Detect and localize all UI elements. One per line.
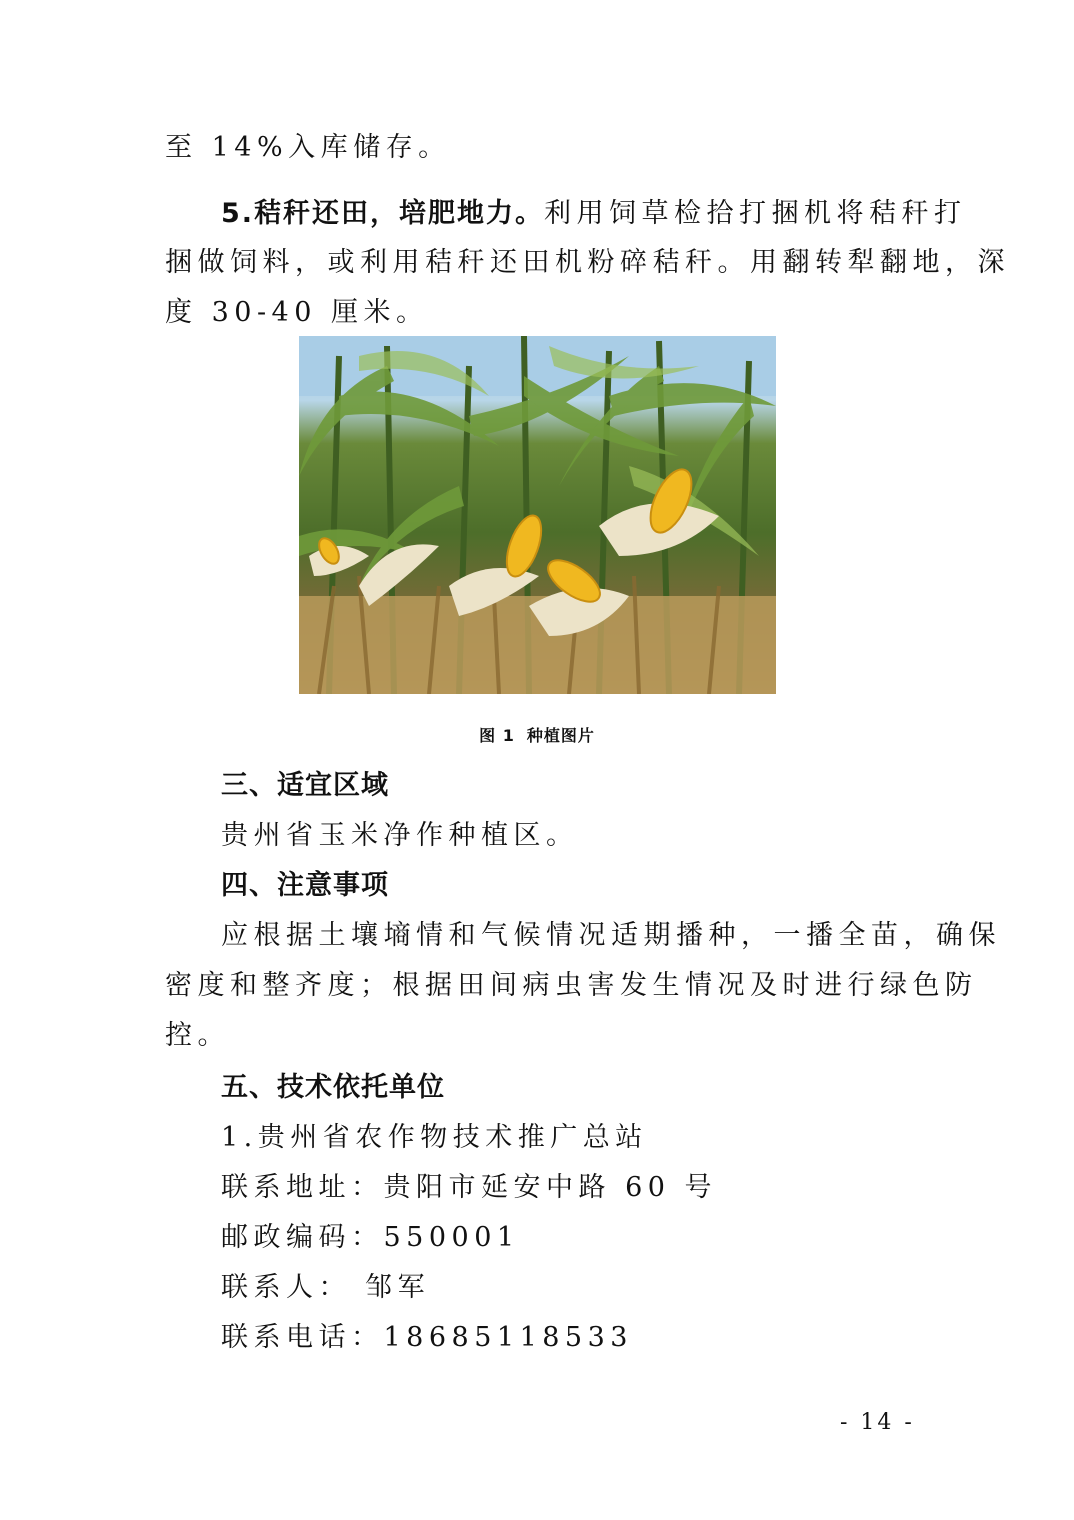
contact-person: 联系人： 邹军 [221, 1272, 431, 1303]
paragraph-line: 控。 [165, 1020, 230, 1051]
figure-label: 图 1 [479, 726, 515, 745]
paragraph-text: 利用饲草检拾打捆机将秸秆打 [544, 198, 967, 229]
paragraph-line: 捆做饲料，或利用秸秆还田机粉碎秸秆。用翻转犁翻地，深 [165, 247, 1010, 278]
section-heading: 五、技术依托单位 [221, 1072, 445, 1103]
org-name: 1.贵州省农作物技术推广总站 [221, 1122, 648, 1153]
paragraph-line: 贵州省玉米净作种植区。 [221, 820, 579, 851]
section-heading: 四、注意事项 [221, 870, 389, 901]
corn-field-illustration [299, 336, 776, 694]
paragraph-line: 应根据土壤墒情和气候情况适期播种，一播全苗，确保 [221, 920, 1001, 951]
paragraph-lead-bold: 5.秸秆还田，培肥地力。 [221, 198, 545, 229]
figure-title: 种植图片 [526, 726, 595, 745]
paragraph-line: 至 14%入库储存。 [165, 132, 451, 163]
contact-phone: 联系电话：18685118533 [221, 1322, 633, 1353]
corn-field-photo [299, 336, 776, 694]
paragraph-line [221, 196, 981, 232]
section-heading: 三、适宜区域 [221, 770, 389, 801]
paragraph-line: 密度和整齐度；根据田间病虫害发生情况及时进行绿色防 [165, 970, 978, 1001]
contact-address: 联系地址：贵阳市延安中路 60 号 [221, 1172, 718, 1203]
figure-caption [0, 723, 1074, 746]
contact-postcode: 邮政编码：550001 [221, 1222, 520, 1253]
page-number: - 14 - [840, 1410, 915, 1435]
paragraph-line: 度 30-40 厘米。 [165, 297, 429, 328]
